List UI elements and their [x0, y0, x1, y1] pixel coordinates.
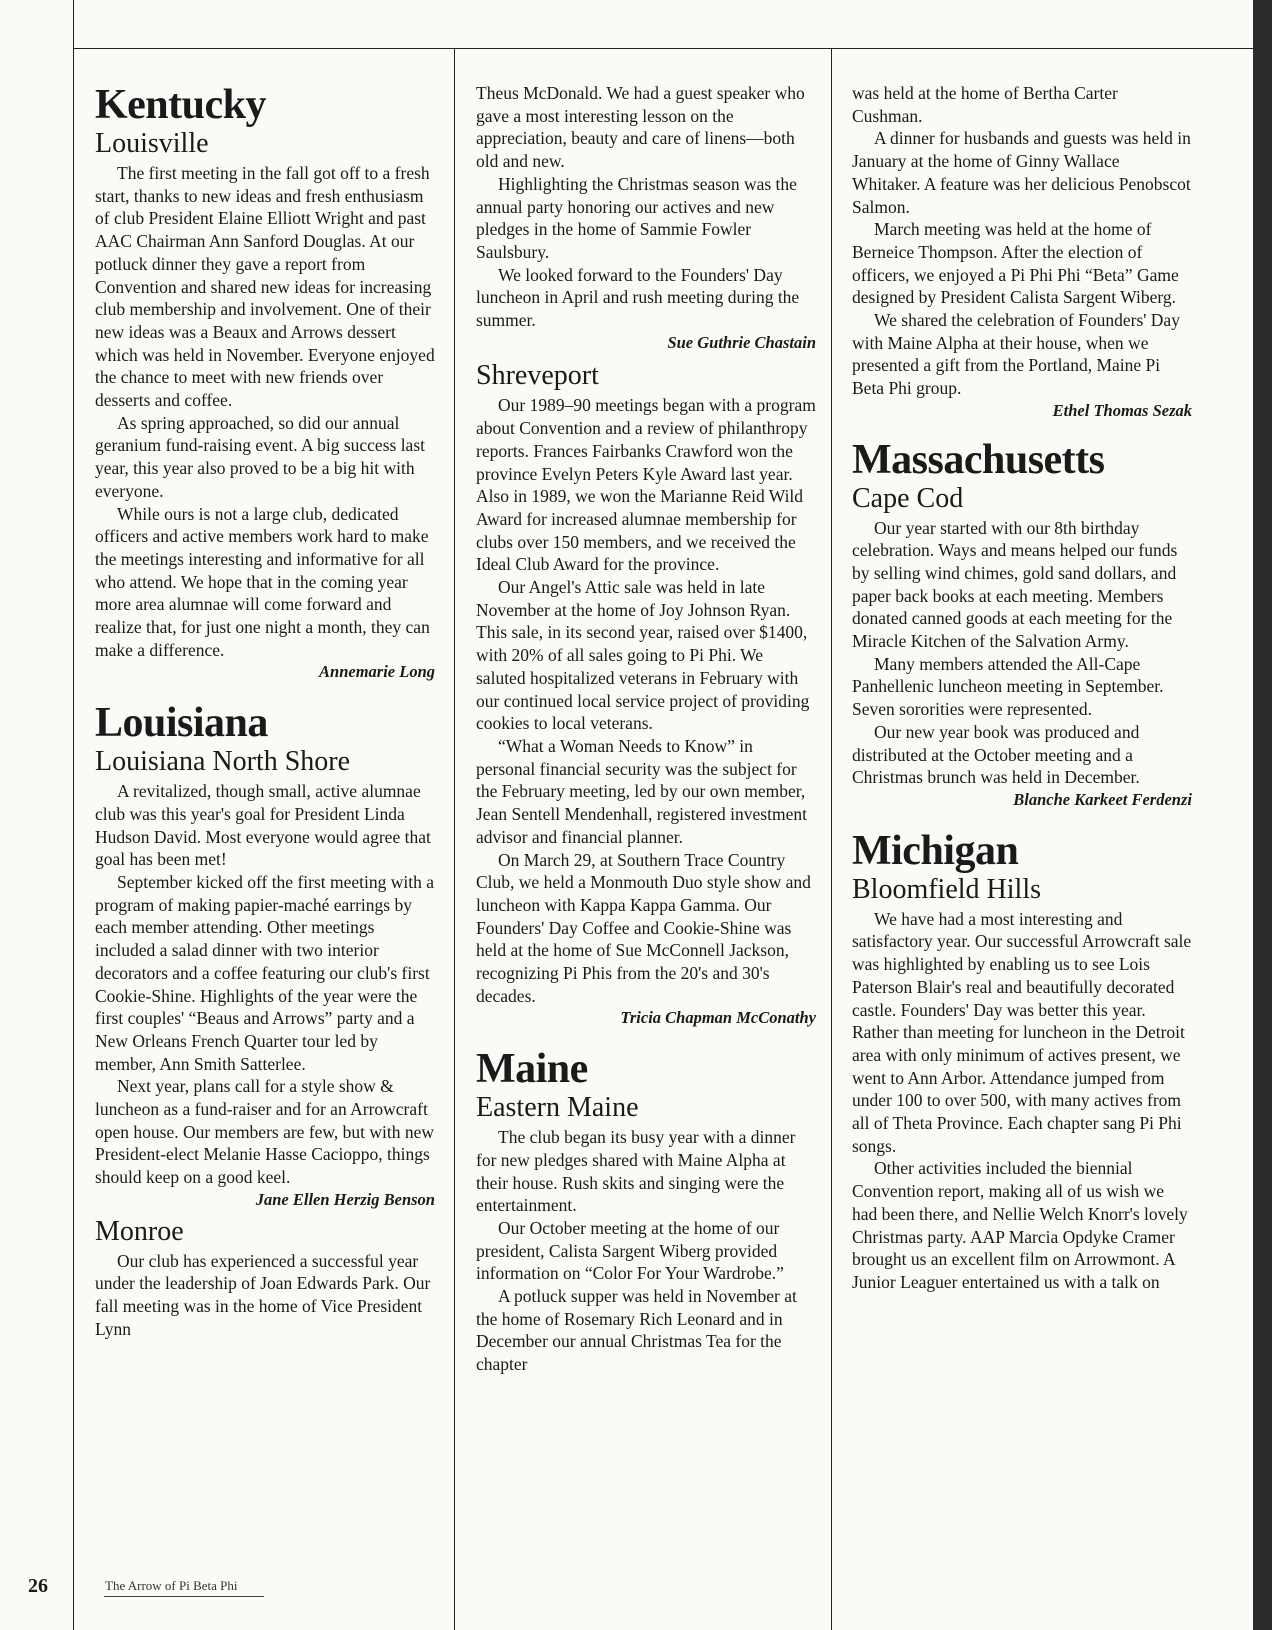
- paragraph: Highlighting the Christmas season was the annual party honoring our actives and new pledges in the home of Sammie Fowler Saulsbury.: [476, 173, 797, 262]
- page-number: 26: [28, 1575, 48, 1597]
- club-heading-louisiana-north-shore: Louisiana North Shore: [95, 746, 351, 778]
- paragraph: Our Angel's Attic sale was held in late November at the home of Joy Johnson Ryan. This sale, in its second year, raised over $1400, with 20% of all sales going to Pi Phi. We saluted hospitalized veterans in February with our continued local service project of providing cookies to local veterans.: [476, 577, 810, 734]
- signature: Annemarie Long: [319, 662, 435, 682]
- paragraph: Our club has experienced a successful year under the leadership of Joan Edwards Park. Our fall meeting was in the home of Vice President Lynn: [95, 1250, 431, 1339]
- section-louisiana: [95, 700, 435, 1211]
- signature: Blanche Karkeet Ferdenzi: [1013, 789, 1192, 809]
- state-heading-maine: Maine: [476, 1046, 588, 1093]
- paragraph: We shared the celebration of Founders' Day with Maine Alpha at their house, when we presented a gift from the Portland, Maine Pi Beta Phi group.: [852, 310, 1180, 399]
- paragraph: We looked forward to the Founders' Day luncheon in April and rush meeting during the summer.: [476, 264, 800, 331]
- section-michigan: [852, 828, 1192, 1294]
- signature: Sue Guthrie Chastain: [667, 332, 816, 352]
- club-heading-louisville: Louisville: [95, 128, 209, 159]
- paragraph: Our new year book was produced and distributed at the October meeting and a Christmas brunch was held in December.: [852, 721, 1140, 788]
- paragraph: Our year started with our 8th birthday celebration. Ways and means helped our funds by selling wind chimes, gold sand dollars, and paper back books at each meeting. Members donated canned goods at each meeting for the Miracle Kitchen of the Salvation Army.: [852, 517, 1178, 652]
- section-shreveport: [476, 360, 816, 1030]
- section-eastern-maine-continued: [852, 82, 1192, 423]
- page-top-rule: [73, 48, 1253, 49]
- paragraph: As spring approached, so did our annual geranium fund-raising event. A big success last year, this year also proved to be a big hit with everyone.: [95, 412, 425, 501]
- club-heading-eastern-maine: Eastern Maine: [476, 1092, 639, 1124]
- paragraph: We have had a most interesting and satisfactory year. Our successful Arrowcraft sale was highlighted by enabling us to see Lois Paterson Blair's real and beautifully decorated castle. Founders' Day was better this year. Rather than meeting for luncheon in the Detroit area with only minimum of actives present, we went to Ann Arbor. Attendance jumped from under 100 to over 500, with many actives from all of Theta Province. Each chapter sang Pi Phi songs.: [852, 908, 1192, 1156]
- paragraph: Many members attended the All-Cape Panhellenic luncheon meeting in September. Seven sororities were represented.: [852, 653, 1164, 720]
- state-heading-louisiana: Louisiana: [95, 700, 268, 747]
- paragraph: September kicked off the first meeting with a program of making papier-maché earrings by each member attending. Other meetings included a salad dinner with two interior decorators and a coffee featuring our club's first Cookie-Shine. Highlights of the year were the first couples' “Beaus and Arrows” party and a New Orleans French Quarter tour led by member, Ann Smith Satterlee.: [95, 871, 435, 1074]
- paragraph: Other activities included the biennial Convention report, making all of us wish we had been there, and Nellie Welch Knorr's lovely Christmas party. AAP Marcia Opdyke Cramer brought us an excellent film on Arrowmont. A Junior Leaguer entertained us with a talk on: [852, 1158, 1188, 1292]
- paragraph: March meeting was held at the home of Berneice Thompson. After the election of officers, we enjoyed a Pi Phi Phi “Beta” Game designed by President Calista Sargent Wiberg.: [852, 219, 1179, 308]
- section-massachusetts: [852, 437, 1192, 812]
- paragraph: While ours is not a large club, dedicated officers and active members work hard to make the meetings interesting and informative for all who attend. We hope that in the coming year more area alumnae will come forward and realize that, for just one night a month, they can make a difference.: [95, 503, 430, 660]
- club-heading-shreveport: Shreveport: [476, 360, 599, 392]
- club-heading-bloomfield-hills: Bloomfield Hills: [852, 873, 1041, 905]
- column-divider-1: [454, 48, 455, 1630]
- state-heading-kentucky: Kentucky: [95, 82, 267, 128]
- column-2: [476, 82, 816, 1376]
- paragraph: The club began its busy year with a dinner for new pledges shared with Maine Alpha at their house. Rush skits and singing were the entertainment.: [476, 1127, 796, 1216]
- column-1: [95, 82, 435, 1340]
- paragraph: On March 29, at Southern Trace Country Club, we held a Monmouth Duo style show and luncheon with Kappa Kappa Gamma. Our Founders' Day Coffee and Cookie-Shine was held at the home of Sue McConnell Jackson, recognizing Pi Phis from the 20's and 30's decades.: [476, 849, 811, 1006]
- paragraph: was held at the home of Bertha Carter Cushman.: [852, 83, 1118, 126]
- column-divider-2: [831, 48, 832, 1630]
- paragraph: The first meeting in the fall got off to a fresh start, thanks to new ideas and fresh enthusiasm of club President Elaine Elliott Wright and past AAC Chairman Ann Sanford Douglas. At our potluck dinner they gave a report from Convention and shared new ideas for increasing club membership and involvement. One of their new ideas was a Beaux and Arrows dessert which was held in November. Everyone enjoyed the chance to meet with new friends over desserts and coffee.: [95, 163, 435, 411]
- page-edge-strip: [1253, 0, 1272, 1630]
- page-left-rule: [73, 0, 74, 1630]
- state-heading-michigan: Michigan: [852, 827, 1019, 874]
- state-heading-massachusetts: Massachusetts: [852, 436, 1105, 483]
- section-kentucky: [95, 82, 435, 684]
- paragraph: Our 1989–90 meetings began with a program about Convention and a review of philanthropy reports. Frances Fairbanks Crawford won the province Evelyn Peters Kyle Award last year. Also in 1989, we won the Marianne Reid Wild Award for increased alumnae membership for clubs over 150 members, and we received the Ideal Club Award for the province.: [476, 395, 816, 575]
- section-monroe-continued: [476, 82, 816, 354]
- club-heading-monroe: Monroe: [95, 1215, 184, 1247]
- publication-name: The Arrow of Pi Beta Phi: [105, 1578, 238, 1593]
- paragraph: A dinner for husbands and guests was held in January at the home of Ginny Wallace Whitaker. A feature was her delicious Penobscot Salmon.: [852, 128, 1191, 217]
- paragraph: Next year, plans call for a style show & luncheon as a fund-raiser and for an Arrowcraft open house. Our members are few, but with new President-elect Melanie Hasse Cacioppo, things should keep on a good keel.: [95, 1076, 435, 1188]
- paragraph: A potluck supper was held in November at the home of Rosemary Rich Leonard and in December our annual Christmas Tea for the chapter: [476, 1286, 797, 1375]
- paragraph: A revitalized, though small, active alumnae club was this year's goal for President Linda Hudson David. Most everyone would agree that goal has been met!: [95, 781, 431, 870]
- signature: Ethel Thomas Sezak: [1052, 400, 1192, 420]
- paragraph: Our October meeting at the home of our president, Calista Sargent Wiberg provided information on “Color For Your Wardrobe.”: [476, 1217, 784, 1284]
- signature: Tricia Chapman McConathy: [620, 1008, 816, 1028]
- paragraph: “What a Woman Needs to Know” in personal financial security was the subject for the February meeting, led by our own member, Jean Sentell Mendenhall, registered investment advisor and financial planner.: [476, 735, 807, 847]
- column-3: [852, 82, 1192, 1294]
- footer-underline: [104, 1596, 264, 1597]
- section-monroe: [95, 1216, 435, 1341]
- section-maine: [476, 1046, 816, 1376]
- signature: Jane Ellen Herzig Benson: [255, 1189, 435, 1209]
- club-heading-cape-cod: Cape Cod: [852, 482, 964, 514]
- paragraph: Theus McDonald. We had a guest speaker who gave a most interesting lesson on the appreciation, beauty and care of linens—both old and new.: [476, 83, 805, 172]
